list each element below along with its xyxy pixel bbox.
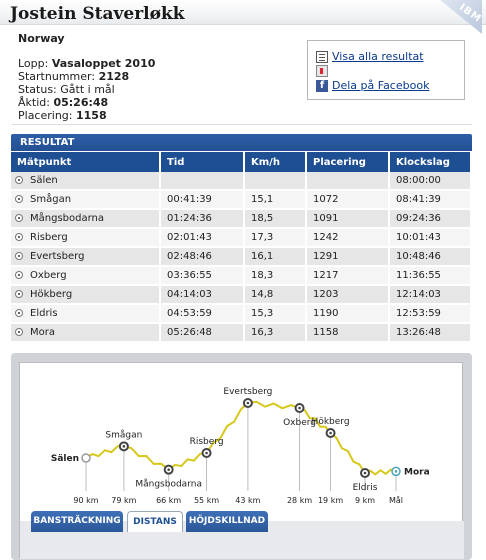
results-header-row: [11, 152, 471, 172]
divider: [12, 124, 472, 125]
cell-clock: 11:36:55: [389, 266, 471, 285]
cell-clock: 12:53:59: [389, 304, 471, 323]
cell-time: [160, 172, 244, 190]
station-dot: [123, 445, 126, 448]
cell-place: 1091: [306, 209, 389, 228]
cell-speed: [244, 172, 306, 190]
athlete-info: [18, 57, 155, 122]
info-status: Status: Gått i mål: [18, 83, 115, 96]
station-label: Smågan: [105, 430, 143, 441]
station-dot: [247, 402, 250, 405]
facebook-icon: f: [316, 80, 328, 92]
radio-icon[interactable]: [15, 214, 23, 222]
cell-time: 02:48:46: [160, 247, 244, 266]
radio-icon[interactable]: [15, 195, 23, 203]
station-km-label: 66 km: [156, 496, 182, 505]
station-km-label: 90 km: [73, 496, 99, 505]
col-checkpoint: Mätpunkt: [11, 152, 160, 172]
station-km-label: 55 km: [193, 496, 220, 505]
info-time: Åktid: 05:26:48: [18, 96, 109, 109]
share-row: [316, 65, 328, 77]
checkpoint-name: Sälen: [30, 175, 58, 186]
station-dot: [364, 472, 367, 475]
station-dot: [298, 407, 301, 410]
station-dot: [329, 432, 332, 435]
list-icon: [316, 51, 328, 63]
radio-icon[interactable]: [15, 309, 23, 317]
link-box: [307, 40, 465, 100]
checkpoint-name: Mångsbodarna: [30, 213, 104, 224]
table-row[interactable]: [11, 247, 471, 266]
station-label: Sälen: [50, 454, 79, 464]
cell-checkpoint: [11, 323, 160, 342]
all-results-link[interactable]: Visa alla resultat: [316, 50, 424, 63]
table-row[interactable]: [11, 228, 471, 247]
col-speed: Km/h: [244, 152, 306, 172]
station-km-label: 28 km: [286, 496, 313, 505]
cell-place: 1190: [306, 304, 389, 323]
col-place: Placering: [306, 152, 389, 172]
cell-speed: 16,3: [244, 323, 306, 342]
station-label: Oxberg: [283, 418, 317, 428]
header-bar: [0, 0, 486, 25]
cell-speed: 14,8: [244, 285, 306, 304]
tab-distans[interactable]: DISTANS: [127, 511, 183, 532]
cell-place: 1158: [306, 323, 389, 342]
radio-icon[interactable]: [15, 328, 23, 336]
checkpoint-name: Hökberg: [30, 289, 73, 300]
cell-time: 03:36:55: [160, 266, 244, 285]
table-row[interactable]: [11, 209, 471, 228]
cell-time: 01:24:36: [160, 209, 244, 228]
cell-checkpoint: [11, 190, 160, 209]
table-row[interactable]: [11, 266, 471, 285]
checkpoint-name: Mora: [30, 327, 55, 338]
table-row[interactable]: [11, 172, 471, 190]
radio-icon[interactable]: [15, 176, 23, 184]
radio-icon[interactable]: [15, 252, 23, 260]
cell-clock: 10:01:43: [389, 228, 471, 247]
station-km-label: 19 km: [317, 496, 344, 505]
cell-checkpoint: [11, 228, 160, 247]
station-dot: [395, 470, 398, 473]
tab-hojdskillnad[interactable]: HÖJDSKILLNAD: [186, 511, 268, 532]
cell-checkpoint: [11, 304, 160, 323]
station-km-label: Mål: [388, 496, 404, 505]
facebook-share-link[interactable]: f Dela på Facebook: [316, 79, 429, 92]
station-dot: [85, 457, 88, 460]
cell-speed: 16,1: [244, 247, 306, 266]
station-label: Hökberg: [311, 417, 350, 427]
cell-clock: 08:41:39: [389, 190, 471, 209]
athlete-country: Norway: [18, 32, 65, 45]
info-race: Lopp: Vasaloppet 2010: [18, 57, 156, 70]
cell-time: 00:41:39: [160, 190, 244, 209]
checkpoint-name: Risberg: [30, 232, 68, 243]
table-row[interactable]: [11, 323, 471, 342]
cell-time: 05:26:48: [160, 323, 244, 342]
cell-checkpoint: [11, 266, 160, 285]
col-clock: Klockslag: [389, 152, 471, 172]
results-table: [11, 152, 472, 343]
checkpoint-name: Oxberg: [30, 270, 67, 281]
cell-checkpoint: [11, 285, 160, 304]
cell-place: [306, 172, 389, 190]
share-icon[interactable]: [316, 65, 328, 77]
cell-time: 02:01:43: [160, 228, 244, 247]
cell-speed: 15,1: [244, 190, 306, 209]
station-km-label: 43 km: [235, 496, 261, 505]
cell-clock: 12:14:03: [389, 285, 471, 304]
station-label: Mora: [404, 467, 430, 478]
cell-checkpoint: [11, 247, 160, 266]
tab-banstrackning[interactable]: BANSTRÄCKNING: [31, 511, 123, 532]
station-label: Eldris: [352, 483, 378, 493]
table-row[interactable]: [11, 304, 471, 323]
cell-checkpoint: [11, 172, 160, 190]
table-row[interactable]: [11, 190, 471, 209]
cell-clock: 09:24:36: [389, 209, 471, 228]
cell-speed: 15,3: [244, 304, 306, 323]
station-dot: [167, 468, 170, 471]
cell-time: 04:53:59: [160, 304, 244, 323]
results-title: RESULTAT: [11, 134, 472, 151]
cell-speed: 17,3: [244, 228, 306, 247]
checkpoint-name: Smågan: [30, 194, 72, 205]
station-label: Evertsberg: [223, 387, 273, 397]
radio-icon[interactable]: [15, 290, 23, 298]
cell-place: 1217: [306, 266, 389, 285]
cell-place: 1291: [306, 247, 389, 266]
station-km-label: 9 km: [354, 496, 376, 505]
checkpoint-name: Evertsberg: [30, 251, 85, 262]
radio-icon[interactable]: [15, 271, 23, 279]
cell-place: 1072: [306, 190, 389, 209]
cell-clock: 08:00:00: [389, 172, 471, 190]
ibm-logo: IBM: [456, 2, 483, 25]
cell-speed: 18,3: [244, 266, 306, 285]
cell-time: 04:14:03: [160, 285, 244, 304]
checkpoint-name: Eldris: [30, 308, 58, 319]
cell-speed: 18,5: [244, 209, 306, 228]
cell-clock: 13:26:48: [389, 323, 471, 342]
info-bib: Startnummer: 2128: [18, 70, 130, 83]
col-time: Tid: [160, 152, 244, 172]
station-label: Mångsbodarna: [135, 479, 202, 490]
station-label: Risberg: [189, 437, 224, 447]
athlete-name: Jostein Staverløkk: [10, 4, 185, 24]
table-row[interactable]: [11, 285, 471, 304]
cell-checkpoint: [11, 209, 160, 228]
cell-clock: 10:48:46: [389, 247, 471, 266]
info-place: Placering: 1158: [18, 109, 107, 122]
station-km-label: 79 km: [111, 496, 137, 505]
station-dot: [205, 452, 208, 455]
cell-place: 1242: [306, 228, 389, 247]
radio-icon[interactable]: [15, 233, 23, 241]
cell-place: 1203: [306, 285, 389, 304]
